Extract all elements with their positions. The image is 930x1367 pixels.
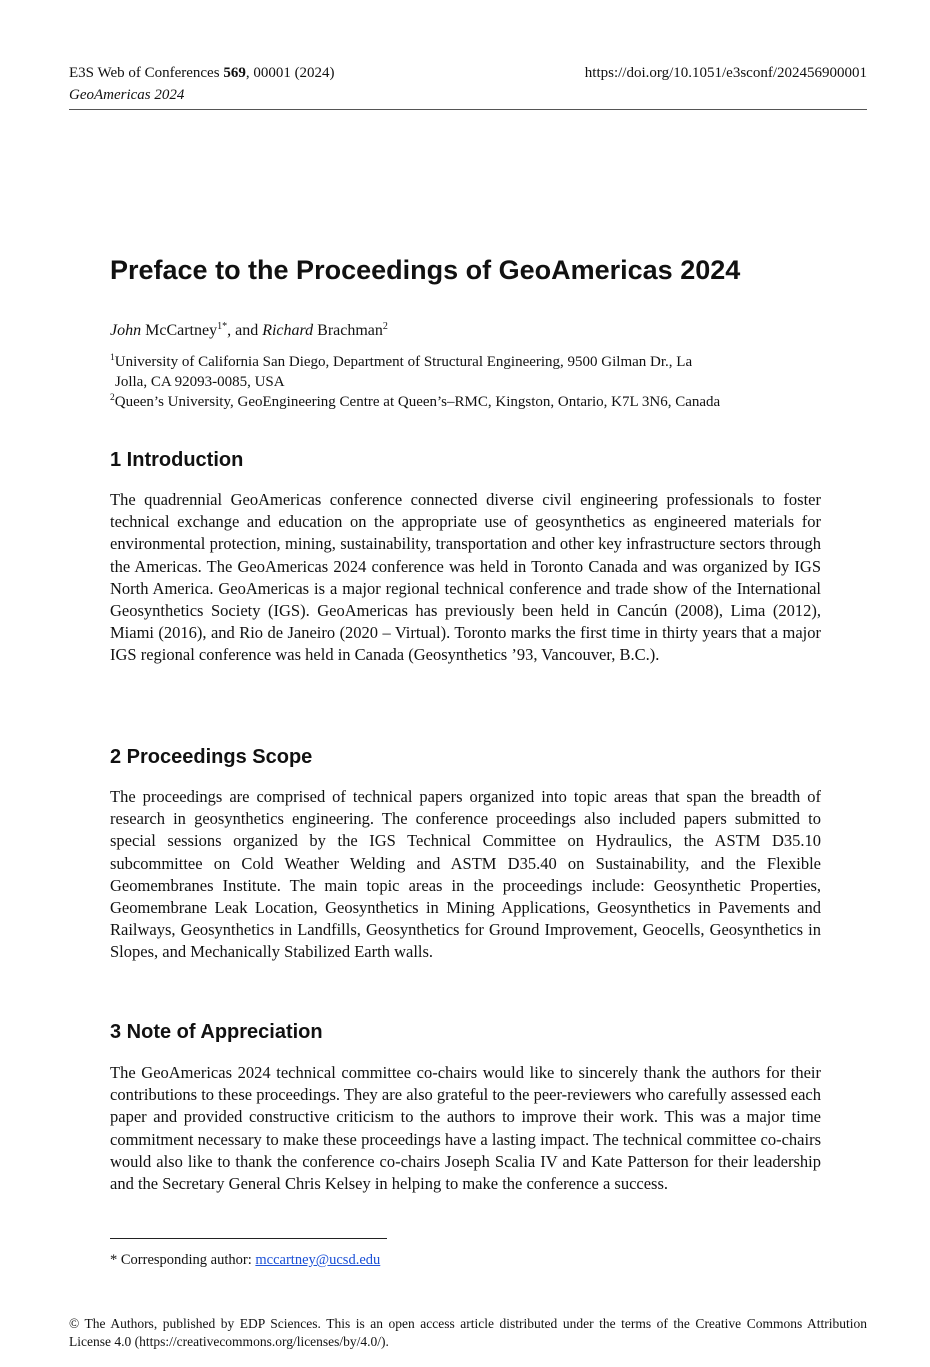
author2-first-name: Richard [262,322,314,339]
license-notice: © The Authors, published by EDP Sciences. This is an open access article distributed under the terms of the Creative Commons Attribution License 4.0 (https://creativecommons.org/licenses/by/4.0/). [69,1316,867,1349]
affiliation-2-mark: 2 [110,393,115,403]
journal-volume: 569 [223,65,246,81]
affiliation-1-mark: 1 [110,353,115,363]
journal-citation [69,64,335,83]
section-body-appreciation: The GeoAmericas 2024 technical committee co-chairs would like to sincerely thank the authors for their contributions to these proceedings. They are also grateful to the peer-reviewers who carefully assessed each paper and provided constructive criticism to the authors to improve their work. This was a major time commitment necessary to make these proceedings have a lasting impact. The technical committee co-chairs would also like to thank the conference co-chairs Joseph Scalia IV and Kate Patterson for their leadership and the Secretary General Chris Kelsey in helping to make the conference a success. [110,1063,821,1194]
header-divider [69,109,867,110]
affiliation-2 [110,392,830,412]
author1-first-name: John [110,322,142,339]
author-separator: , and [227,322,263,339]
author1-mark: 1* [217,321,228,332]
doi-link[interactable]: https://doi.org/10.1051/e3sconf/202456900001 [584,65,867,81]
section-body-introduction: The quadrennial GeoAmericas conference connected diverse civil engineering professionals to foster technical exchange and education on the appropriate use of geosynthetics as engineered materials for environmental protection, mining, sustainability, transportation and other key infrastructure sectors through the Americas. The GeoAmericas 2024 conference was held in Toronto Canada and was organized by IGS North America. GeoAmericas is a major regional technical conference and trade show of the International Geosynthetics Society (IGS). GeoAmericas has previously been held in Cancún (2008), Lima (2012), Miami (2016), and Rio de Janeiro (2020 – Virtual). Toronto marks the first time in thirty years that a major IGS regional conference was held in Canada (Geosynthetics ’93, Vancouver, B.C.). [110,490,821,665]
footnote-divider [110,1238,387,1239]
affiliation-1-line1: University of California San Diego, Department of Structural Engineering, 9500 Gilman Dr., La [114,354,693,370]
footnote-corresponding-author [110,1251,380,1270]
author2-mark: 2 [382,321,388,332]
author-list [110,321,388,341]
section-heading-appreciation: 3 Note of Appreciation [110,1021,323,1043]
section-heading-introduction: 1 Introduction [110,449,244,471]
section-body-proceedings-scope: The proceedings are comprised of technical papers organized into topic areas that span the breadth of research in geosynthetics engineering. The conference proceedings also included papers submitted to special sessions organized by the IGS Technical Committee on Hydraulics, the ASTM D35.10 subcommittee on Cold Weather Welding and ASTM D35.40 on Sustainability, and the Flexible Geomembranes Institute. The main topic areas in the proceedings include: Geosynthetic Properties, Geomembrane Leak Location, Geosynthetics in Mining Applications, Geosynthetics in Pavements and Railways, Geosynthetics in Landfills, Geosynthetics for Ground Improvement, Geocells, Geosynthetics in Slopes, and Mechanically Stabilized Earth walls. [110,787,821,962]
affiliation-list [110,352,830,412]
author-email-link[interactable]: mccartney@ucsd.edu [255,1252,381,1268]
affiliation-1-line2: Jolla, CA 92093-0085, USA [115,374,285,390]
conference-name: GeoAmericas 2024 [69,87,185,103]
paper-title: Preface to the Proceedings of GeoAmericas 2024 [110,255,741,285]
footnote-label: * Corresponding author: [110,1252,256,1268]
author1-last-name: McCartney [145,322,218,339]
affiliation-1 [110,352,830,392]
article-info: , 00001 (2024) [245,65,335,81]
affiliation-2-text: Queen’s University, GeoEngineering Centre at Queen’s–RMC, Kingston, Ontario, K7L 3N6, Canada [114,394,721,410]
journal-name: E3S Web of Conferences [69,65,224,81]
section-heading-proceedings-scope: 2 Proceedings Scope [110,746,313,768]
author2-last-name: Brachman [317,322,383,339]
